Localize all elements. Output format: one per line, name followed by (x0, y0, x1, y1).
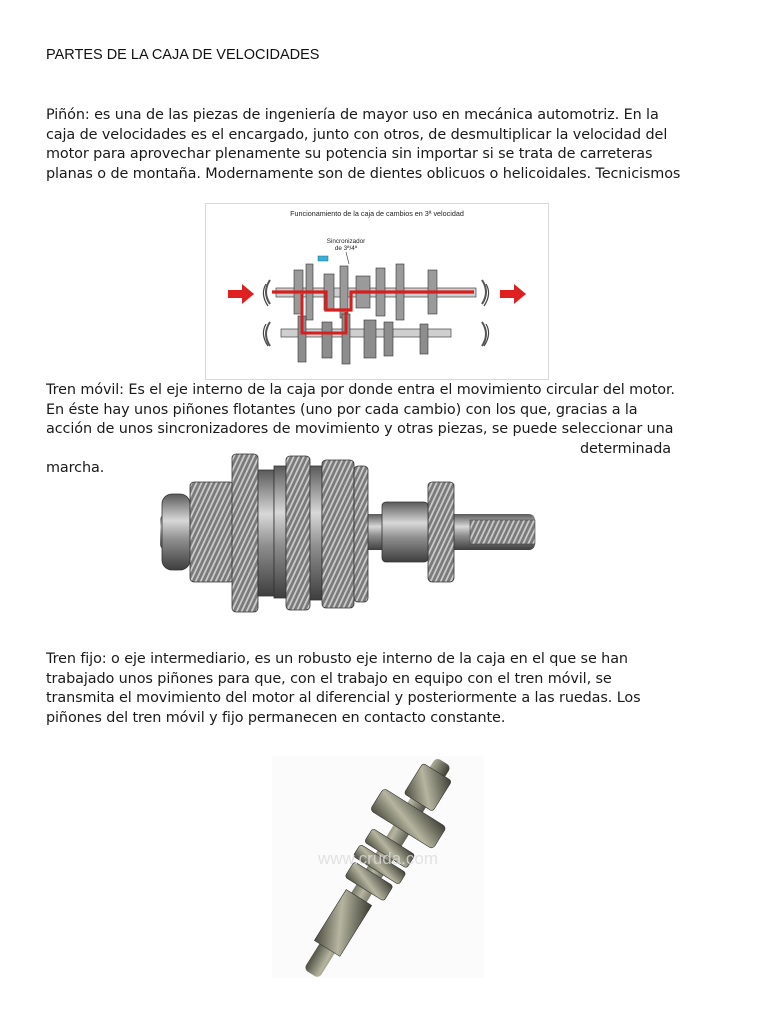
diagram-caption: Funcionamiento de la caja de cambios en 3ª velocidad (290, 209, 464, 218)
gearbox-diagram-figure (205, 203, 549, 380)
text-line: caja de velocidades es el encargado, junto con otros, de desmultiplicar la velocidad del (46, 126, 668, 143)
text-line: planas o de montaña. Modernamente son de dientes oblicuos o helicoidales. Tecnicismos (46, 165, 681, 182)
page-title: PARTES DE LA CAJA DE VELOCIDADES (46, 47, 320, 63)
input-arrow-icon (228, 284, 254, 304)
text-line: En éste hay unos piñones flotantes (uno por cada cambio) con los que, gracias a la (46, 401, 638, 418)
text-line: Tren fijo: o eje intermediario, es un robusto eje interno de la caja en el que se han (46, 651, 628, 667)
text-line: Piñón: es una de las piezas de ingeniería de mayor uso en mecánica automotriz. En la (46, 107, 659, 123)
paragraph-tren-fijo (46, 650, 736, 728)
text-line: marcha. (46, 460, 105, 477)
paragraph-pinon (46, 106, 736, 184)
gearbox-diagram (206, 204, 548, 379)
output-arrow-icon (500, 284, 526, 304)
text-line: Tren móvil: Es el eje interno de la caja por donde entra el movimiento circular del motor. (46, 382, 675, 398)
main-shaft-photo (160, 452, 540, 614)
text-line: piñones del tren móvil y fijo permanecen en contacto constante. (46, 709, 506, 726)
diagram-label-synchro: Sincronizador (326, 238, 366, 245)
synchro-indicator-icon (318, 256, 328, 261)
diagram-label-synchro-gear: de 3ª/4ª (334, 245, 358, 252)
text-line: acción de unos sincronizadores de movimiento y otras piezas, se puede seleccionar una (46, 421, 674, 438)
countershaft-photo (272, 756, 484, 978)
text-line: trabajado unos piñones para que, con el trabajo en equipo con el tren móvil, se (46, 670, 612, 687)
main-shaft-illustration (160, 452, 540, 614)
text-line: motor para aprovechar plenamente su potencia sin importar si se trata de carreteras (46, 146, 653, 163)
watermark-text: www.cruda.com (318, 849, 438, 868)
countershaft-illustration (272, 756, 484, 978)
text-line: determinada (580, 440, 671, 457)
text-line: transmita el movimiento del motor al diferencial y posteriormente a las ruedas. Los (46, 690, 641, 707)
